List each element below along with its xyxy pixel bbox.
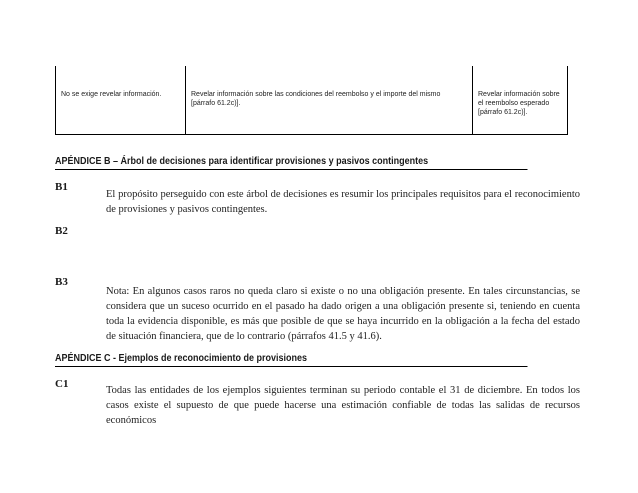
paragraph-label-b3: B3 [55, 276, 68, 288]
table-cell-reimbursement-conditions: Revelar información sobre las condiciones del reembolso y el importe del mismo [párrafo 61.2c)]. [186, 66, 473, 134]
paragraph-b3-text: Nota: En algunos casos raros no queda claro si existe o no una obligación presente. En tales circunstancias, se considera que un suceso ocurrido en el pasado ha dado origen a una obligación presente si, teniendo en cuenta toda la evidencia disponible, es más que posible de que se haya incurrido en la obligación a la fecha del estado de situación financiera, que de lo contrario (párrafos 41.5 y 41.6). [106, 286, 580, 342]
paragraph-label-c1: C1 [55, 378, 69, 390]
paragraph-label-b2: B2 [55, 225, 68, 237]
appendix-c-heading: APÉNDICE C - Ejemplos de reconocimiento de provisiones [55, 352, 528, 367]
table-cell-expected-reimbursement: Revelar información sobre el reembolso esperado [párrafo 61.2c)]. [478, 91, 560, 116]
paragraph-c1-text: Todas las entidades de los ejemplos siguientes terminan su periodo contable el 31 de diciembre. En todos los casos existe el supuesto de que puede hacerse una estimación confiable de todas las salidas de recursos económicos [106, 385, 580, 426]
table-cell-no-disclosure: No se exige revelar información. [56, 66, 186, 134]
disclosure-table [55, 66, 568, 135]
paragraph-b1-text: El propósito perseguido con este árbol de decisiones es resumir los principales requisitos para el reconocimiento de provisiones y pasivos contingentes. [106, 189, 580, 215]
paragraph-label-b1: B1 [55, 181, 68, 193]
appendix-b-heading: APÉNDICE B – Árbol de decisiones para identificar provisiones y pasivos contingentes [55, 155, 528, 170]
